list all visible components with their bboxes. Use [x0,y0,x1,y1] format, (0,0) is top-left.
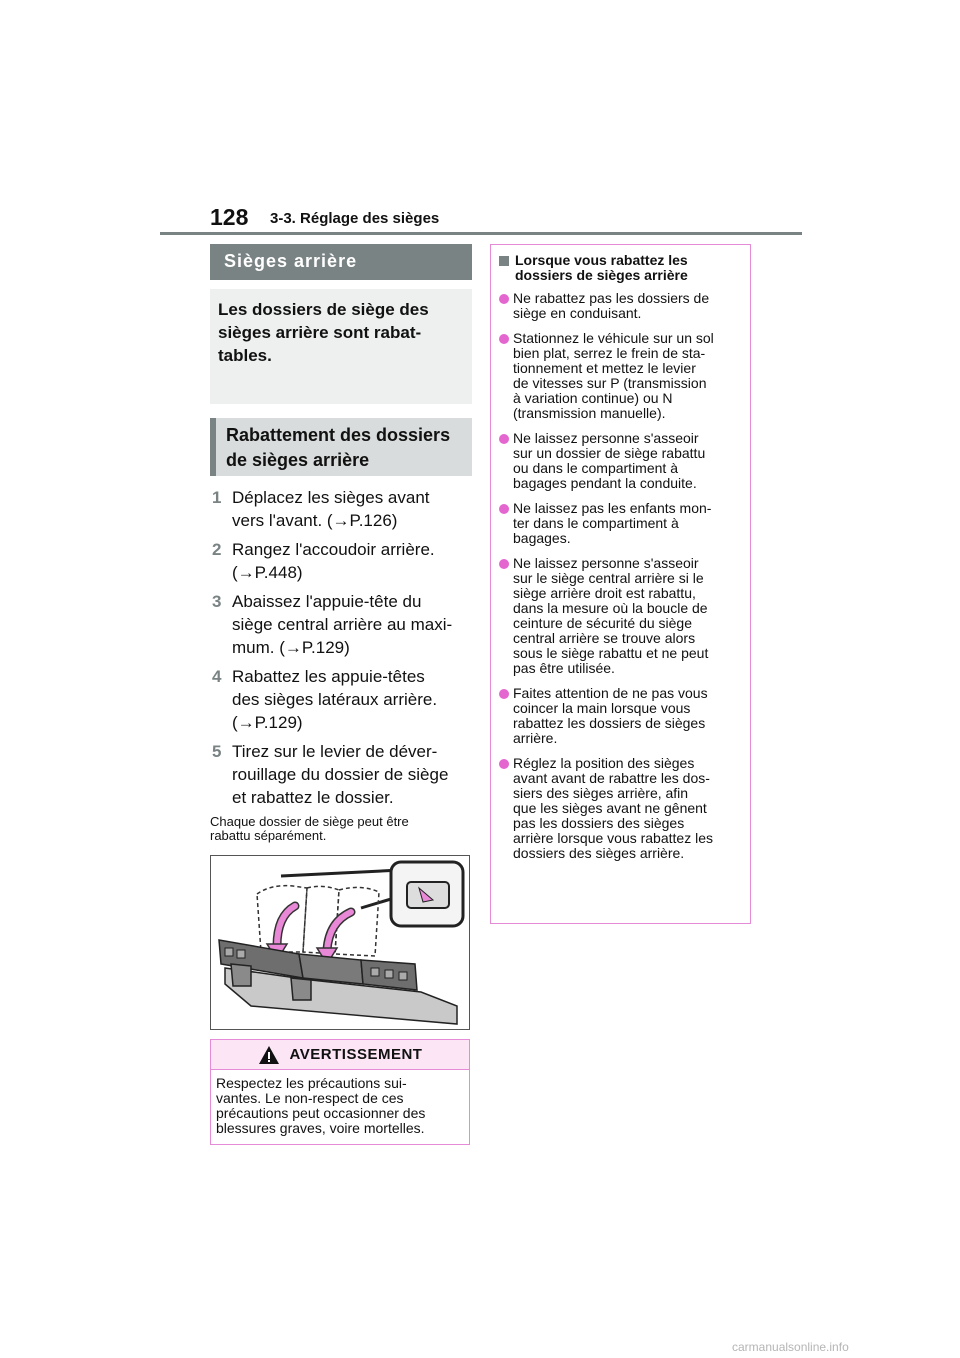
precautions-list [499,291,742,861]
precaution-line: ceinture de sécurité du siège [513,615,692,631]
bullet-dot-icon [499,504,509,514]
precaution-text [513,331,742,421]
latch-mark [385,970,393,978]
precaution-line: (transmission manuelle). [513,405,666,421]
watermark: carmanualsonline.info [732,1340,849,1354]
sub-banner-line: de sièges arrière [226,450,370,470]
precautions-heading-text [515,253,688,283]
rear-seat-illustration [210,855,470,1030]
step-item [210,486,472,532]
latch-mark [237,950,245,958]
precaution-line: Faites attention de ne pas vous [513,685,708,701]
latch-mark [371,968,379,976]
step-line: Rabattez les appuie-têtes [232,667,425,686]
precaution-line: central arrière se trouve alors [513,630,696,646]
step-line: rouillage du dossier de siège [232,765,449,784]
precaution-line: avant avant de rabattre les dos- [513,770,710,786]
warning-body [211,1070,469,1144]
precaution-line: tionnement et mettez le levier [513,360,696,376]
precaution-text [513,686,742,746]
warning-title: AVERTISSEMENT [289,1046,423,1063]
step-text [232,486,472,532]
note-text [210,815,472,843]
precaution-item [499,501,742,546]
bullet-dot-icon [499,559,509,569]
sub-banner-line: Rabattement des dossiers [226,425,451,445]
precaution-line: rabattez les dossiers de sièges [513,715,706,731]
lever-handle [407,882,449,908]
headrest-right [291,978,311,1000]
precaution-line: pas les dossiers des sièges [513,815,685,831]
heading-line: Lorsque vous rabattez les [515,252,688,268]
precaution-line: Ne laissez personne s'asseoir [513,430,699,446]
precaution-item [499,686,742,746]
note-line: Chaque dossier de siège peut être [210,814,409,829]
note-line: rabattu séparément. [210,828,327,843]
precaution-line: Ne laissez pas les enfants mon- [513,500,712,516]
step-item [210,740,472,809]
step-line: et rabattez le dossier. [232,788,394,807]
precaution-line: siège en conduisant. [513,305,642,321]
precaution-line: arrière. [513,730,558,746]
header-rule [160,232,802,235]
step-number: 2 [212,540,222,559]
precaution-line: ou dans le compartiment à [513,460,678,476]
bullet-dot-icon [499,689,509,699]
precaution-item [499,331,742,421]
step-number: 5 [212,742,222,761]
step-text [232,740,472,809]
step-line: vers l'avant. (→P.126) [232,511,398,530]
lead-line: Les dossiers de siège des [218,300,429,319]
page-number: 128 [210,204,249,230]
precaution-line: bagages. [513,530,571,546]
precaution-text [513,556,742,676]
precaution-line: arrière lorsque vous rabattez les [513,830,713,846]
step-line: (→P.129) [232,713,303,732]
precaution-item [499,291,742,321]
precautions-heading [499,253,742,283]
seat-fold-drawing [211,856,469,1029]
step-line: (→P.448) [232,563,303,582]
lead-box [210,289,472,404]
step-number: 3 [212,592,222,611]
precaution-line: à variation continue) ou N [513,390,673,406]
step-line: Tirez sur le levier de déver- [232,742,438,761]
precaution-line: Réglez la position des sièges [513,755,695,771]
precaution-text [513,431,742,491]
step-item [210,665,472,734]
step-item [210,590,472,659]
bullet-dot-icon [499,759,509,769]
precaution-line: sur un dossier de siège rabattu [513,445,706,461]
precaution-line: coincer la main lorsque vous [513,700,691,716]
step-line: Abaissez l'appuie-tête du [232,592,422,611]
heading-line: dossiers de sièges arrière [515,267,688,283]
step-text [232,538,472,584]
bullet-dot-icon [499,294,509,304]
step-text [232,590,472,659]
latch-mark [225,948,233,956]
bullet-dot-icon [499,334,509,344]
section-banner: Sièges arrière [210,244,472,280]
lead-line: sièges arrière sont rabat- [218,323,422,342]
step-line: mum. (→P.129) [232,638,350,657]
precaution-line: siège arrière droit est rabattu, [513,585,696,601]
precautions-box [490,244,751,924]
precaution-line: dans la mesure où la boucle de [513,600,708,616]
precaution-text [513,291,742,321]
step-text [232,665,472,734]
precaution-line: de vitesses sur P (transmission [513,375,707,391]
warning-line: Respectez les précautions sui- [216,1075,407,1091]
sub-banner [210,418,472,476]
precaution-line: ter dans le compartiment à [513,515,679,531]
precaution-item [499,556,742,676]
precaution-text [513,501,742,546]
warning-line: précautions peut occasionner des [216,1105,426,1121]
precaution-line: que les sièges avant ne gênent [513,800,707,816]
precaution-line: sous le siège rabattu et ne peut [513,645,709,661]
precaution-line: bien plat, serrez le frein de sta- [513,345,706,361]
left-column [210,244,472,1145]
precaution-line: Ne laissez personne s'asseoir [513,555,699,571]
headrest-left [231,964,251,986]
step-line: des sièges latéraux arrière. [232,690,438,709]
warning-header [211,1040,469,1070]
precaution-line: Ne rabattez pas les dossiers de [513,290,710,306]
steps-list [210,486,472,809]
square-bullet-icon [499,256,509,266]
warning-line: blessures graves, voire mortelles. [216,1120,425,1136]
section-title: 3-3. Réglage des sièges [270,210,440,227]
precaution-line: pas être utilisée. [513,660,615,676]
precaution-line: Stationnez le véhicule sur un sol [513,330,714,346]
step-item [210,538,472,584]
precaution-item [499,431,742,491]
warning-line: vantes. Le non-respect de ces [216,1090,404,1106]
warning-triangle-icon [258,1045,280,1065]
step-line: Déplacez les sièges avant [232,488,430,507]
precaution-line: siers des sièges arrière, afin [513,785,689,801]
step-line: siège central arrière au maxi- [232,615,453,634]
precaution-item [499,756,742,861]
precaution-line: dossiers des sièges arrière. [513,845,685,861]
precaution-line: sur le siège central arrière si le [513,570,704,586]
bullet-dot-icon [499,434,509,444]
latch-mark [399,972,407,980]
warning-box [210,1039,470,1145]
precaution-line: bagages pendant la conduite. [513,475,697,491]
lead-line: tables. [218,346,272,365]
step-number: 1 [212,488,222,507]
step-line: Rangez l'accoudoir arrière. [232,540,435,559]
step-number: 4 [212,667,222,686]
precaution-text [513,756,742,861]
